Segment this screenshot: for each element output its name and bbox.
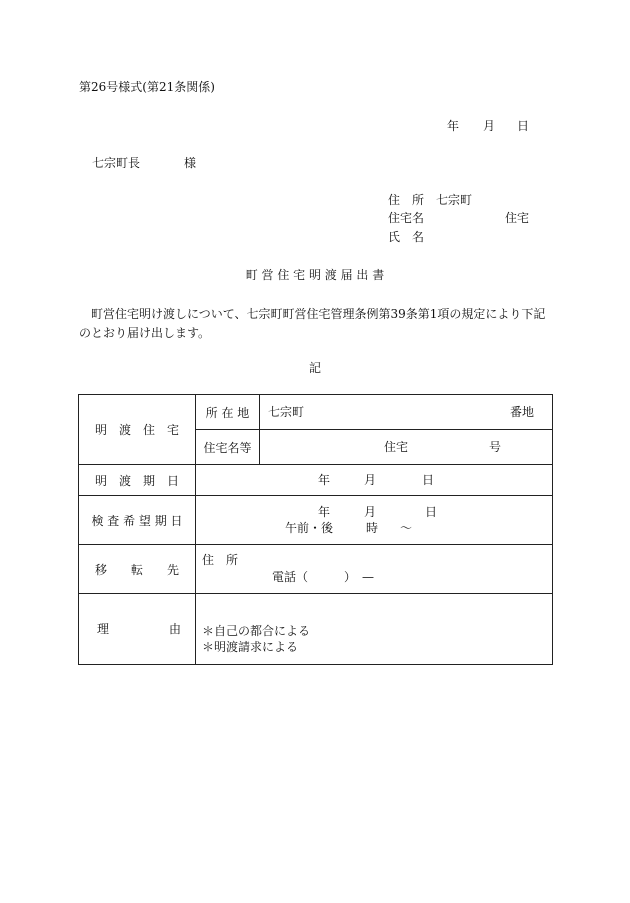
ki-heading: 記	[308, 361, 321, 375]
reason-label-left: 理	[97, 622, 110, 636]
inspection-label: 検 査 希 望 期 日	[91, 513, 183, 528]
location-value-cell[interactable]	[260, 395, 553, 430]
housing-label: 明 渡 住 宅	[94, 423, 179, 437]
applicant-name-label: 氏 名	[388, 230, 425, 244]
addressee-honorific: 様	[184, 156, 197, 170]
vacate-form-table	[78, 394, 553, 665]
form-number: 第26号様式(第21条関係)	[79, 80, 215, 94]
vacate-date-label-cell	[79, 465, 196, 496]
addressee-name: 七宗町長	[92, 156, 141, 170]
applicant-housing-suffix: 住宅	[505, 211, 530, 225]
location-suffix: 番地	[509, 405, 534, 419]
applicant-housing-name-label: 住宅名	[388, 211, 425, 225]
housing-name-label: 住宅名等	[203, 440, 252, 455]
housing-number-suffix: 号	[489, 440, 502, 454]
date-year-label: 年	[447, 119, 460, 133]
destination-cell[interactable]	[196, 545, 553, 594]
date-month-label: 月	[483, 119, 496, 133]
destination-label-cell	[79, 545, 196, 594]
destination-phone: 電話（ ） —	[272, 570, 375, 584]
inspection-hour: 時	[366, 521, 379, 535]
body-text: 町営住宅明け渡しについて、七宗町町営住宅管理条例第39条第1項の規定により下記のとおり届け出します。	[79, 307, 546, 340]
inspection-label-cell	[79, 496, 196, 545]
vacate-date-month: 月	[364, 473, 377, 487]
document-title: 町 営 住 宅 明 渡 届 出 書	[245, 268, 385, 282]
housing-name-label-cell	[196, 430, 260, 465]
location-label-cell	[196, 395, 260, 430]
housing-label-cell	[79, 395, 196, 465]
inspection-ampm: 午前・後	[285, 521, 334, 535]
destination-address-label: 住 所	[202, 553, 239, 567]
housing-name-value: 住宅	[384, 440, 409, 454]
reason-option-request[interactable]: ＊明渡請求による	[202, 640, 299, 654]
reason-label-cell	[79, 594, 196, 665]
reason-option-self[interactable]: ＊自己の都合による	[202, 624, 311, 638]
location-value: 七宗町	[268, 405, 305, 419]
location-label: 所 在 地	[205, 405, 250, 420]
applicant-address-value: 七宗町	[436, 193, 473, 207]
housing-name-value-cell[interactable]	[260, 430, 553, 465]
vacate-date-day: 日	[422, 473, 435, 487]
inspection-tilde: 〜	[400, 521, 413, 535]
date-day-label: 日	[517, 119, 530, 133]
vacate-date-cell[interactable]	[196, 465, 553, 496]
applicant-address-label: 住 所	[388, 193, 425, 207]
inspection-date-year: 年	[318, 505, 331, 519]
destination-label: 移 転 先	[94, 562, 179, 577]
inspection-date-month: 月	[364, 505, 377, 519]
reason-label-right: 由	[169, 622, 182, 636]
inspection-date-cell[interactable]	[196, 496, 553, 545]
vacate-date-label: 明 渡 期 日	[94, 473, 179, 488]
vacate-date-year: 年	[318, 473, 331, 487]
reason-cell[interactable]	[196, 594, 553, 665]
inspection-date-day: 日	[425, 505, 438, 519]
